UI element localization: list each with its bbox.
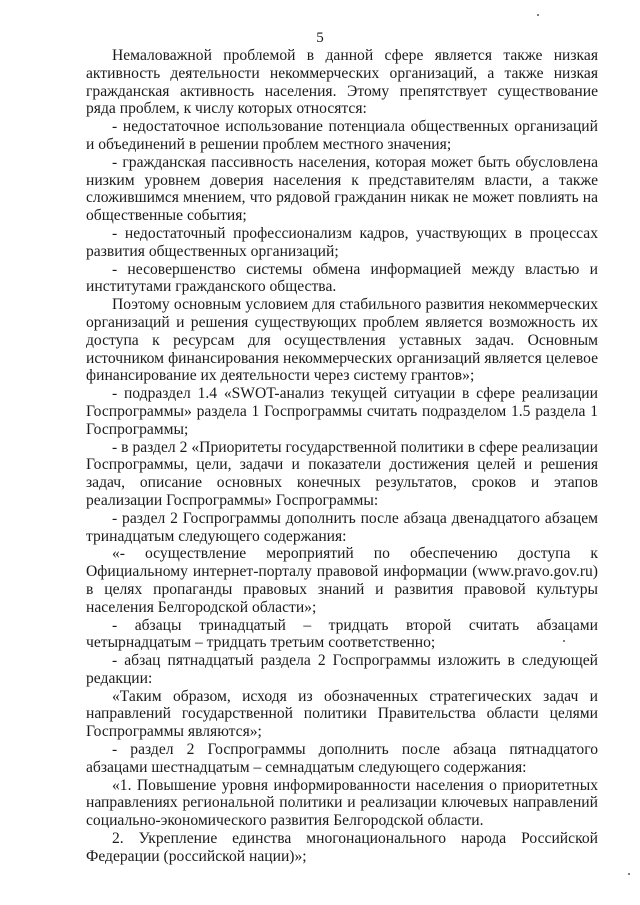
paragraph-amendment: - раздел 2 Госпрограммы дополнить после абзаца пятнадцатого абзацами шестнадцатым – семнадцатым следующего содержания: (86, 741, 598, 776)
paragraph-quoted-text: «1. Повышение уровня информированности населения о приоритетных направлениях региональной политики и реализации ключевых направлений социально-экономического развития Белгородской области. (86, 776, 598, 830)
paragraph-quoted-text: «- осуществление мероприятий по обеспечению доступа к Официальному интернет-порталу правовой информации (www.pravo.gov.ru) в целях пропаганды правовых знаний и развития правовой культуры населения Белгородской области»; (86, 545, 598, 616)
paragraph-list-item: - гражданская пассивность населения, которая может быть обусловлена низким уровнем доверия населения к представителям власти, а также сложившимся мнением, что рядовой гражданин никак не может повлиять на общественные события; (86, 153, 598, 225)
document-body (86, 47, 598, 866)
scan-speck (537, 14, 539, 16)
paragraph-quoted-text: 2. Укрепление единства многонационального народа Российской Федерации (российской нации)»; (86, 830, 598, 865)
paragraph-amendment: - абзацы тринадцатый – тридцать второй считать абзацами четырнадцатым – тридцать третьим соответственно; (86, 616, 598, 652)
scan-speck (628, 873, 630, 875)
paragraph-amendment: - абзац пятнадцатый раздела 2 Госпрограммы изложить в следующей редакции: (86, 652, 598, 687)
page-number: 5 (316, 30, 324, 46)
paragraph-problem-intro: Немаловажной проблемой в данной сфере является также низкая активность деятельности некоммерческих организаций, а также низкая гражданская активность населения. Этому препятствует существование ряда проблем, к числу которых относятся: (86, 47, 598, 118)
paragraph-amendment: - в раздел 2 «Приоритеты государственной политики в сфере реализации Госпрограммы, цели, задачи и показатели достижения целей и решения задач, описание основных конечных результатов, сроков и этапов реализации Госпрограммы» Госпрограммы: (86, 438, 598, 509)
paragraph-amendment: - раздел 2 Госпрограммы дополнить после абзаца двенадцатого абзацем тринадцатым следующего содержания: (86, 509, 598, 545)
paragraph-list-item: - недостаточный профессионализм кадров, участвующих в процессах развития общественных организаций; (86, 224, 598, 260)
paragraph-list-item: - несовершенство системы обмена информацией между властью и институтами гражданского общества. (86, 260, 598, 296)
paragraph-list-item: - недостаточное использование потенциала общественных организаций и объединений в решении проблем местного значения; (86, 118, 598, 153)
scan-speck (563, 640, 565, 642)
paragraph-amendment: - подраздел 1.4 «SWOT-анализ текущей ситуации в сфере реализации Госпрограммы» раздела 1 Госпрограммы считать подразделом 1.5 раздела 1 Госпрограммы; (86, 385, 598, 438)
paragraph-main-condition: Поэтому основным условием для стабильного развития некоммерческих организаций и решения существующих проблем является возможность их доступа к ресурсам для осуществления уставных задач. Основным источником финансирования некоммерческих организаций является целевое финансирование их деятельности через систему грантов»; (86, 296, 598, 385)
paragraph-quoted-text: «Таким образом, исходя из обозначенных стратегических задач и направлений государственной политики Правительства области целями Госпрограммы являются»; (86, 687, 598, 741)
